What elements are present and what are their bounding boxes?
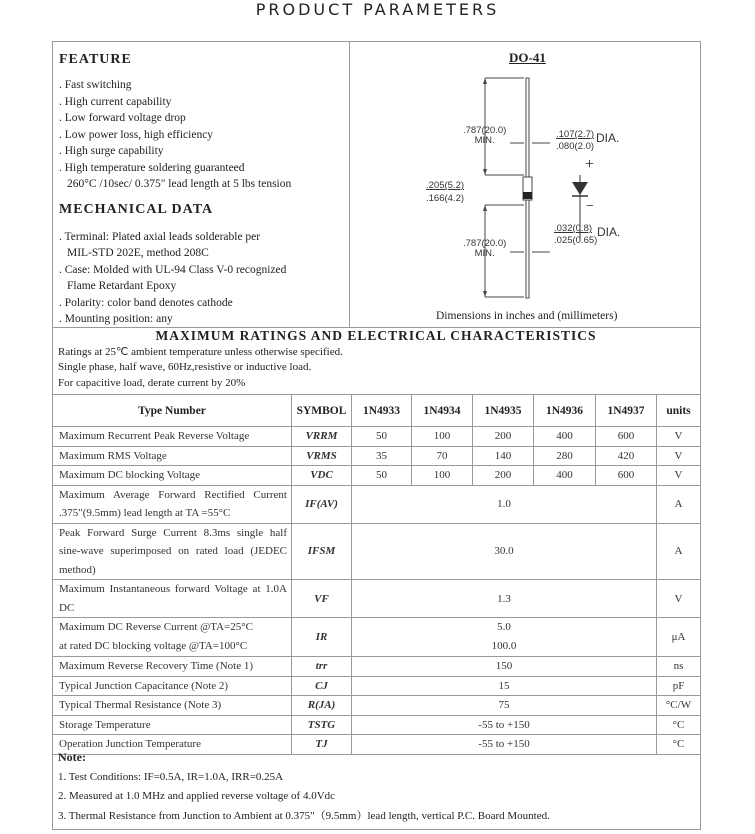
row-unit: μA <box>657 618 701 657</box>
row-value: 140 <box>473 446 534 466</box>
value-line: 100.0 <box>491 640 517 652</box>
ratings-note: For capacitive load, derate current by 20% <box>58 376 246 389</box>
row-symbol: TSTG <box>292 715 352 735</box>
feature-item: . High current capability <box>59 95 172 108</box>
ratings-table <box>52 394 701 755</box>
row-symbol: VDC <box>292 466 352 486</box>
row-value: 35 <box>352 446 412 466</box>
row-symbol: IFSM <box>292 523 352 580</box>
column-header: 1N4935 <box>473 395 534 427</box>
row-description: Peak Forward Surge Current 8.3ms single half sine-wave superimposed on rated load (JEDEC method) <box>53 523 292 580</box>
row-unit: ns <box>657 657 701 677</box>
table-row <box>53 523 701 580</box>
feature-item: . Fast switching <box>59 79 132 91</box>
dim-label: .787(20.0) <box>463 125 507 136</box>
row-unit: °C <box>657 715 701 735</box>
row-description: Typical Thermal Resistance (Note 3) <box>53 696 292 716</box>
row-value: 150 <box>352 657 657 677</box>
row-value: 420 <box>596 446 657 466</box>
row-value: 600 <box>596 427 657 447</box>
row-value: 1.3 <box>352 580 657 618</box>
row-symbol: trr <box>292 657 352 677</box>
dia-label: DIA. <box>596 131 620 145</box>
desc-line: at rated DC blocking voltage @TA=100°C <box>59 640 248 652</box>
do41-outline-drawing <box>480 75 630 305</box>
row-value: 50 <box>352 427 412 447</box>
row-symbol: IR <box>292 618 352 657</box>
table-row <box>53 446 701 466</box>
lead-dia-max: .032(0.8) <box>554 223 593 234</box>
feature-item: . Low forward voltage drop <box>59 112 186 124</box>
body-len-max: .205(5.2) <box>426 180 465 191</box>
row-unit: V <box>657 580 701 618</box>
dim-label: MIN. <box>474 248 495 259</box>
row-description: Maximum DC blocking Voltage <box>53 466 292 486</box>
feature-item: . Low power loss, high efficiency <box>59 128 214 141</box>
row-value: 15 <box>352 676 657 696</box>
row-description: Maximum Instantaneous forward Voltage at 1.0A DC <box>53 580 292 618</box>
table-row <box>53 485 701 523</box>
body-dia-min: .080(2.0) <box>556 141 595 152</box>
table-row <box>53 466 701 486</box>
row-value: 280 <box>534 446 596 466</box>
row-value: 30.0 <box>352 523 657 580</box>
row-value: 600 <box>596 466 657 486</box>
mech-line: Flame Retardant Epoxy <box>67 280 177 292</box>
table-row <box>53 427 701 447</box>
table-header-row <box>53 395 701 427</box>
column-header: SYMBOL <box>292 395 352 427</box>
plus-sign: + <box>585 156 595 173</box>
ratings-note: Ratings at 25℃ ambient temperature unless otherwise specified. <box>58 346 343 358</box>
notes-section <box>58 748 550 826</box>
lead-length-bottom <box>463 239 506 259</box>
row-unit: °C/W <box>657 696 701 716</box>
row-value <box>352 618 657 657</box>
dimensions-note: Dimensions in inches and (millimeters) <box>436 310 618 322</box>
row-description: Storage Temperature <box>53 715 292 735</box>
ratings-note: Single phase, half wave, 60Hz,resistive or inductive load. <box>58 361 312 374</box>
row-symbol: VRMS <box>292 446 352 466</box>
row-value: 70 <box>412 446 473 466</box>
desc-line: Maximum DC Reverse Current @TA=25°C <box>59 621 253 633</box>
row-unit: V <box>657 466 701 486</box>
row-description: Operation Junction Temperature <box>53 735 292 755</box>
notes-heading: Note: <box>58 750 86 764</box>
ratings-notes <box>58 345 343 391</box>
row-description: Maximum Recurrent Peak Reverse Voltage <box>53 427 292 447</box>
column-header: 1N4937 <box>596 395 657 427</box>
row-value: -55 to +150 <box>352 735 657 755</box>
body-dia-max: .107(2.7) <box>556 129 595 140</box>
row-unit: A <box>657 485 701 523</box>
feature-heading: FEATURE <box>59 52 132 67</box>
row-unit: V <box>657 427 701 447</box>
minus-sign: − <box>586 199 594 214</box>
row-description: Maximum Reverse Recovery Time (Note 1) <box>53 657 292 677</box>
row-unit: V <box>657 446 701 466</box>
mech-line: . Terminal: Plated axial leads solderable per <box>59 230 261 243</box>
row-description: Maximum RMS Voltage <box>53 446 292 466</box>
table-row <box>53 715 701 735</box>
row-value: 200 <box>473 466 534 486</box>
ratings-title: MAXIMUM RATINGS AND ELECTRICAL CHARACTERISTICS <box>155 328 597 343</box>
body-len-min: .166(4.2) <box>426 193 465 204</box>
row-description: Maximum Average Forward Rectified Current .375"(9.5mm) lead length at TA =55°C <box>53 485 292 523</box>
lead-length-top <box>463 126 506 146</box>
note-item: 2. Measured at 1.0 MHz and applied reverse voltage of 4.0Vdc <box>58 790 336 802</box>
column-header: 1N4934 <box>412 395 473 427</box>
feature-item-cont: 260°C /10sec/ 0.375" lead length at 5 lbs tension <box>67 178 292 190</box>
row-value: 400 <box>534 427 596 447</box>
row-value: 100 <box>412 427 473 447</box>
row-symbol: TJ <box>292 735 352 755</box>
page-title: PRODUCT PARAMETERS <box>255 0 500 19</box>
mechanical-heading: MECHANICAL DATA <box>59 201 214 217</box>
table-row <box>53 696 701 716</box>
row-unit: A <box>657 523 701 580</box>
row-symbol: IF(AV) <box>292 485 352 523</box>
row-value: 200 <box>473 427 534 447</box>
row-unit: pF <box>657 676 701 696</box>
dim-label: .787(20.0) <box>463 238 507 249</box>
value-line: 5.0 <box>497 621 511 633</box>
row-value: -55 to +150 <box>352 715 657 735</box>
column-header: 1N4933 <box>352 395 412 427</box>
row-unit: °C <box>657 735 701 755</box>
row-symbol: VRRM <box>292 427 352 447</box>
dim-label: MIN. <box>474 135 495 146</box>
row-symbol: R(JA) <box>292 696 352 716</box>
table-row <box>53 618 701 657</box>
note-item: 3. Thermal Resistance from Junction to Ambient at 0.375"（9.5mm）lead length, vertical P.C. Board Mounted. <box>58 809 550 822</box>
mech-line: . Case: Molded with UL-94 Class V-0 recognized <box>59 263 287 276</box>
mech-line: MIL-STD 202E, method 208C <box>67 247 209 259</box>
column-header: 1N4936 <box>534 395 596 427</box>
dia-label: DIA. <box>597 225 621 239</box>
row-description: Typical Junction Capacitance (Note 2) <box>53 676 292 696</box>
column-header: units <box>657 395 701 427</box>
note-item: 1. Test Conditions: IF=0.5A, IR=1.0A, IRR=0.25A <box>58 770 284 783</box>
feature-item: . High temperature soldering guaranteed <box>59 161 245 174</box>
row-value: 400 <box>534 466 596 486</box>
row-symbol: CJ <box>292 676 352 696</box>
table-row <box>53 657 701 677</box>
feature-section <box>59 52 349 328</box>
row-value: 75 <box>352 696 657 716</box>
table-row <box>53 580 701 618</box>
mech-line: . Mounting position: any <box>59 313 173 325</box>
row-symbol: VF <box>292 580 352 618</box>
row-value: 50 <box>352 466 412 486</box>
row-value: 100 <box>412 466 473 486</box>
lead-dia-min: .025(0.65) <box>554 235 598 246</box>
column-header: Type Number <box>53 395 292 427</box>
package-name: DO-41 <box>509 50 546 65</box>
mech-line: . Polarity: color band denotes cathode <box>59 296 233 309</box>
row-value: 1.0 <box>352 485 657 523</box>
feature-item: . High surge capability <box>59 145 164 157</box>
table-row <box>53 676 701 696</box>
row-description <box>53 618 292 657</box>
